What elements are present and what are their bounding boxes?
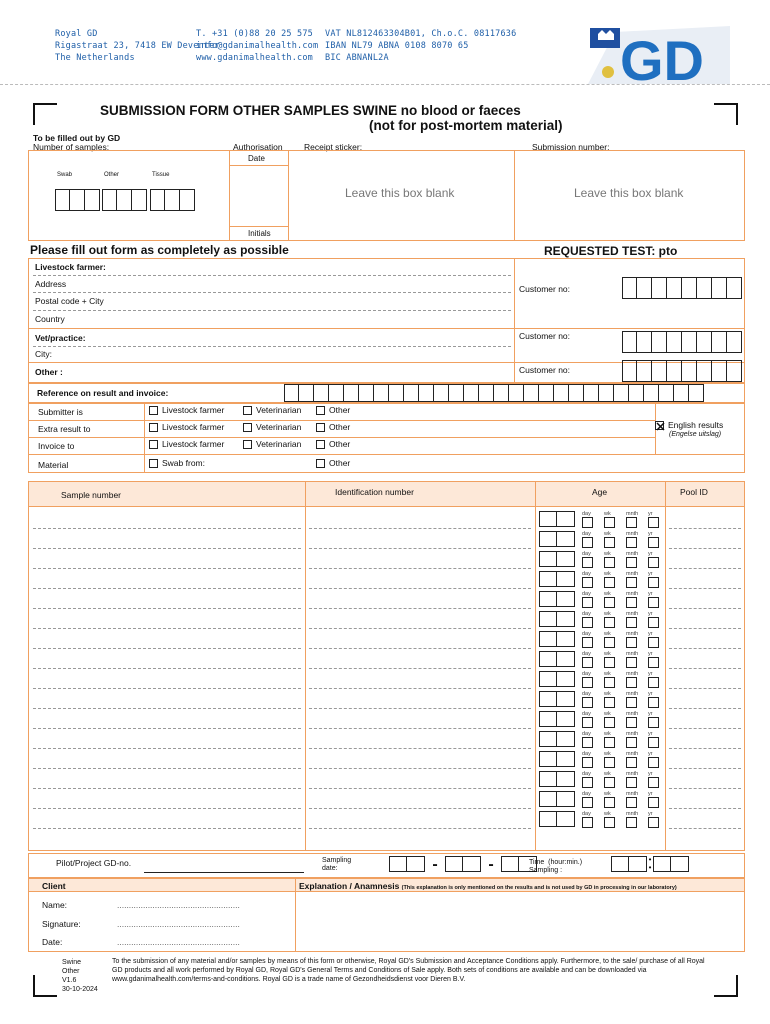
swab-from-label: Swab from: xyxy=(162,458,205,468)
age-unit-checkbox[interactable] xyxy=(626,817,637,828)
sample-row xyxy=(29,590,744,610)
age-value-cells[interactable] xyxy=(539,591,575,607)
age-unit-checkbox[interactable] xyxy=(604,677,615,688)
age-value-cells[interactable] xyxy=(539,711,575,727)
role-option[interactable] xyxy=(243,405,301,415)
header-line: www.gdanimalhealth.com xyxy=(196,53,313,63)
role-option-label: Veterinarian xyxy=(256,439,302,449)
sample-row xyxy=(29,650,744,670)
age-unit-label: yr xyxy=(648,631,653,637)
form-meta xyxy=(62,958,98,994)
gd-box xyxy=(28,150,745,241)
roles-box xyxy=(28,403,745,473)
sample-row xyxy=(29,730,744,750)
role-option[interactable] xyxy=(149,422,224,432)
header-line: BIC ABNANL2A xyxy=(325,53,389,63)
age-unit-label: day xyxy=(582,511,591,517)
role-checkbox[interactable] xyxy=(243,423,252,432)
age-unit-label: yr xyxy=(648,511,653,517)
age-unit-checkbox[interactable] xyxy=(582,637,593,648)
age-unit-checkbox[interactable] xyxy=(648,737,659,748)
reference-row xyxy=(28,383,745,403)
age-value-cells[interactable] xyxy=(539,571,575,587)
age-unit-label: wk xyxy=(604,711,611,717)
age-unit-label: wk xyxy=(604,591,611,597)
age-unit-checkbox[interactable] xyxy=(626,777,637,788)
age-unit-label: day xyxy=(582,751,591,757)
age-unit-checkbox[interactable] xyxy=(648,617,659,628)
age-unit-checkbox[interactable] xyxy=(626,637,637,648)
age-unit-checkbox[interactable] xyxy=(648,657,659,668)
english-results-label: English results xyxy=(668,420,724,430)
age-unit-checkbox[interactable] xyxy=(626,717,637,728)
farmer-postal-field[interactable]: Postal code + City xyxy=(35,296,104,306)
age-unit-checkbox[interactable] xyxy=(582,717,593,728)
material-other-label: Other xyxy=(329,458,351,468)
age-unit-checkbox[interactable] xyxy=(648,517,659,528)
vet-customer-no-cells[interactable] xyxy=(622,331,742,353)
age-unit-checkbox[interactable] xyxy=(626,517,637,528)
material-other-checkbox[interactable] xyxy=(316,459,325,468)
age-unit-label: mnth xyxy=(626,791,639,797)
age-unit-label: wk xyxy=(604,511,611,517)
age-unit-checkbox[interactable] xyxy=(648,757,659,768)
age-unit-label: yr xyxy=(648,751,653,757)
age-unit-checkbox[interactable] xyxy=(582,737,593,748)
age-unit-checkbox[interactable] xyxy=(626,757,637,768)
age-value-cells[interactable] xyxy=(539,731,575,747)
age-unit-checkbox[interactable] xyxy=(648,597,659,608)
col-age: Age xyxy=(592,487,608,497)
age-unit-label: wk xyxy=(604,651,611,657)
age-unit-checkbox[interactable] xyxy=(626,557,637,568)
gd-heading: To be filled out by GD xyxy=(33,133,121,143)
sampling-date-label: Sampling date: xyxy=(322,857,352,872)
age-unit-checkbox[interactable] xyxy=(604,517,615,528)
age-unit-checkbox[interactable] xyxy=(604,717,615,728)
age-value-cells[interactable] xyxy=(539,551,575,567)
role-row-label: Invoice to xyxy=(38,441,75,451)
age-unit-checkbox[interactable] xyxy=(582,557,593,568)
age-unit-checkbox[interactable] xyxy=(582,577,593,588)
role-option[interactable] xyxy=(316,422,350,432)
corner-bracket xyxy=(33,975,57,997)
meta-line: V1.6 xyxy=(62,977,77,984)
age-unit-checkbox[interactable] xyxy=(582,617,593,628)
age-unit-label: yr xyxy=(648,651,653,657)
age-unit-checkbox[interactable] xyxy=(648,677,659,688)
header-line: T. +31 (0)88 20 25 575 xyxy=(196,29,313,39)
sample-row xyxy=(29,610,744,630)
sample-row xyxy=(29,510,744,530)
role-checkbox[interactable] xyxy=(316,423,325,432)
role-option-label: Other xyxy=(329,405,351,415)
age-unit-label: day xyxy=(582,591,591,597)
age-unit-label: wk xyxy=(604,791,611,797)
client-title: Client xyxy=(42,881,66,891)
svg-text:GD: GD xyxy=(620,29,704,84)
role-option-label: Livestock farmer xyxy=(162,439,225,449)
age-unit-label: mnth xyxy=(626,511,639,517)
sample-row xyxy=(29,790,744,810)
age-unit-label: mnth xyxy=(626,531,639,537)
client-date-label: Date: xyxy=(42,937,63,947)
age-unit-label: yr xyxy=(648,731,653,737)
swab-label: Swab xyxy=(57,172,73,178)
date-label: Date xyxy=(248,154,265,163)
num-samples-label: Number of samples: xyxy=(33,142,110,152)
age-unit-label: wk xyxy=(604,531,611,537)
age-unit-label: wk xyxy=(604,731,611,737)
swab-count-cells[interactable] xyxy=(55,189,100,211)
reference-cells[interactable] xyxy=(284,384,704,402)
age-unit-label: mnth xyxy=(626,551,639,557)
initials-label: Initials xyxy=(248,229,271,238)
age-unit-checkbox[interactable] xyxy=(626,537,637,548)
age-unit-label: day xyxy=(582,651,591,657)
age-unit-label: yr xyxy=(648,591,653,597)
swab-from-option[interactable] xyxy=(149,458,205,468)
age-unit-checkbox[interactable] xyxy=(604,577,615,588)
age-unit-label: mnth xyxy=(626,591,639,597)
age-unit-label: wk xyxy=(604,611,611,617)
pilot-label: Pilot/Project GD-no. xyxy=(56,858,132,868)
age-unit-label: yr xyxy=(648,771,653,777)
age-unit-checkbox[interactable] xyxy=(582,777,593,788)
age-unit-label: day xyxy=(582,691,591,697)
sample-row xyxy=(29,810,744,830)
farmer-customer-no-cells[interactable] xyxy=(622,277,742,299)
age-unit-label: mnth xyxy=(626,711,639,717)
engelse-uitslag: (Engelse uitslag) xyxy=(669,431,722,438)
age-value-cells[interactable] xyxy=(539,611,575,627)
reference-label: Reference on result and invoice: xyxy=(37,388,169,398)
corner-bracket xyxy=(714,975,738,997)
age-unit-checkbox[interactable] xyxy=(648,557,659,568)
age-unit-checkbox[interactable] xyxy=(626,697,637,708)
role-option-label: Other xyxy=(329,439,351,449)
english-results-option[interactable] xyxy=(655,420,723,430)
age-unit-checkbox[interactable] xyxy=(626,677,637,688)
age-unit-label: mnth xyxy=(626,571,639,577)
age-unit-checkbox[interactable] xyxy=(604,557,615,568)
role-checkbox[interactable] xyxy=(149,423,158,432)
age-unit-label: day xyxy=(582,671,591,677)
age-value-cells[interactable] xyxy=(539,791,575,807)
age-unit-checkbox[interactable] xyxy=(604,637,615,648)
col-identification: Identification number xyxy=(335,487,414,497)
header-line: info@gdanimalhealth.com xyxy=(196,41,319,51)
age-unit-label: day xyxy=(582,771,591,777)
fill-heading: Please fill out form as completely as possible xyxy=(30,243,289,257)
header-line: Royal GD xyxy=(55,29,98,39)
sample-row xyxy=(29,710,744,730)
receipt-sticker-label: Receipt sticker: xyxy=(304,142,363,152)
age-value-cells[interactable] xyxy=(539,531,575,547)
age-unit-label: wk xyxy=(604,671,611,677)
sample-row xyxy=(29,690,744,710)
age-unit-checkbox[interactable] xyxy=(604,817,615,828)
role-checkbox[interactable] xyxy=(316,440,325,449)
contact-block xyxy=(196,28,318,64)
age-unit-label: yr xyxy=(648,811,653,817)
age-unit-label: mnth xyxy=(626,771,639,777)
age-unit-label: yr xyxy=(648,611,653,617)
header-line: Rigastraat 23, 7418 EW Deventer xyxy=(55,41,220,51)
col-pool-id: Pool ID xyxy=(680,487,708,497)
material-label: Material xyxy=(38,460,69,470)
age-unit-checkbox[interactable] xyxy=(648,797,659,808)
age-unit-label: mnth xyxy=(626,751,639,757)
meta-line: Swine xyxy=(62,959,82,966)
client-box xyxy=(28,878,745,952)
role-checkbox[interactable] xyxy=(243,406,252,415)
material-other-option[interactable] xyxy=(316,458,350,468)
receipt-blank-text: Leave this box blank xyxy=(345,186,455,200)
sample-row xyxy=(29,570,744,590)
age-value-cells[interactable] xyxy=(539,631,575,647)
age-unit-checkbox[interactable] xyxy=(648,777,659,788)
age-unit-label: mnth xyxy=(626,731,639,737)
form-subtitle: (not for post-mortem material) xyxy=(369,118,563,133)
age-unit-label: wk xyxy=(604,571,611,577)
sample-row xyxy=(29,630,744,650)
farmer-address-field[interactable]: Address xyxy=(35,279,67,289)
pilot-row xyxy=(28,853,745,878)
sampling-time-label: Time (hour:min.) Sampling : xyxy=(529,859,583,874)
requested-test: REQUESTED TEST: pto xyxy=(544,244,678,258)
gd-logo xyxy=(580,22,730,84)
client-name-field[interactable]: .................................................... xyxy=(117,900,240,910)
age-unit-label: wk xyxy=(604,551,611,557)
age-unit-checkbox[interactable] xyxy=(582,757,593,768)
header-line: The Netherlands xyxy=(55,53,135,63)
age-unit-label: day xyxy=(582,611,591,617)
age-unit-label: wk xyxy=(604,811,611,817)
age-unit-label: mnth xyxy=(626,671,639,677)
age-unit-checkbox[interactable] xyxy=(582,597,593,608)
farmer-title: Livestock farmer: xyxy=(35,262,106,272)
age-unit-checkbox[interactable] xyxy=(626,797,637,808)
col-sample-number: Sample number xyxy=(61,490,122,500)
age-unit-checkbox[interactable] xyxy=(626,597,637,608)
age-unit-checkbox[interactable] xyxy=(626,577,637,588)
age-unit-label: day xyxy=(582,711,591,717)
terms-text: To the submission of any material and/or samples by means of this form or otherwise, Royal GD's Submission and Acceptance Conditions apply. Furthermore, to the sale/ purchase of all Royal GD products and all work performed by Royal GD, Royal GD's General Terms and Conditions of Sale apply. Both sets of conditions are available and can be downloaded via www.gdanimalhealth.com/terms-and-conditions. Royal GD is a trade name of Gezondheidsdienst voor Dieren B.V. xyxy=(112,958,705,983)
age-unit-checkbox[interactable] xyxy=(626,657,637,668)
age-value-cells[interactable] xyxy=(539,671,575,687)
other-customer-no-cells[interactable] xyxy=(622,360,742,382)
role-checkbox[interactable] xyxy=(316,406,325,415)
farmer-customer-no-label: Customer no: xyxy=(519,284,571,294)
age-unit-label: day xyxy=(582,811,591,817)
age-unit-checkbox[interactable] xyxy=(604,657,615,668)
age-unit-checkbox[interactable] xyxy=(648,717,659,728)
corner-bracket xyxy=(33,103,57,125)
age-unit-label: day xyxy=(582,531,591,537)
header-line: IBAN NL79 ABNA 0108 8070 65 xyxy=(325,41,469,51)
role-checkbox[interactable] xyxy=(149,406,158,415)
age-unit-label: yr xyxy=(648,671,653,677)
authorisation-label: Authorisation xyxy=(233,142,283,152)
client-signature-label: Signature: xyxy=(42,919,81,929)
explanation-note: (This explanation is only mentioned on the results and is not used by GD in processing in our laboratory) xyxy=(401,885,677,891)
role-option[interactable] xyxy=(243,439,301,449)
age-unit-checkbox[interactable] xyxy=(648,697,659,708)
sample-row xyxy=(29,530,744,550)
age-unit-label: wk xyxy=(604,771,611,777)
client-date-field[interactable]: .................................................... xyxy=(117,937,240,947)
pilot-input-line[interactable] xyxy=(144,872,304,873)
meta-line: Other xyxy=(62,968,80,975)
submission-blank-text: Leave this box blank xyxy=(574,186,684,200)
age-unit-checkbox[interactable] xyxy=(604,617,615,628)
role-option[interactable] xyxy=(149,405,224,415)
age-unit-label: yr xyxy=(648,551,653,557)
age-value-cells[interactable] xyxy=(539,651,575,667)
age-unit-label: day xyxy=(582,791,591,797)
age-unit-checkbox[interactable] xyxy=(582,517,593,528)
role-checkbox[interactable] xyxy=(149,440,158,449)
age-unit-checkbox[interactable] xyxy=(604,597,615,608)
age-value-cells[interactable] xyxy=(539,811,575,827)
role-checkbox[interactable] xyxy=(243,440,252,449)
tissue-count-cells[interactable] xyxy=(150,189,195,211)
farmer-country-field[interactable]: Country xyxy=(35,314,65,324)
sample-row xyxy=(29,770,744,790)
explanation-title-row xyxy=(299,881,677,891)
age-unit-label: wk xyxy=(604,751,611,757)
age-unit-checkbox[interactable] xyxy=(626,617,637,628)
age-unit-checkbox[interactable] xyxy=(604,737,615,748)
bank-block xyxy=(325,28,516,64)
vet-city-field[interactable]: City: xyxy=(35,349,52,359)
age-unit-label: yr xyxy=(648,791,653,797)
age-unit-checkbox[interactable] xyxy=(648,637,659,648)
age-unit-checkbox[interactable] xyxy=(604,797,615,808)
client-signature-field[interactable]: .................................................... xyxy=(117,919,240,929)
role-option-label: Veterinarian xyxy=(256,405,302,415)
client-name-label: Name: xyxy=(42,900,68,910)
role-option-label: Other xyxy=(329,422,351,432)
swab-from-checkbox[interactable] xyxy=(149,459,158,468)
age-unit-label: day xyxy=(582,551,591,557)
role-option[interactable] xyxy=(243,422,301,432)
age-unit-checkbox[interactable] xyxy=(582,657,593,668)
sample-row xyxy=(29,670,744,690)
age-value-cells[interactable] xyxy=(539,511,575,527)
age-unit-label: mnth xyxy=(626,811,639,817)
header-line: VAT NL812463304B01, Ch.o.C. 08117636 xyxy=(325,29,517,39)
vet-customer-no-label: Customer no: xyxy=(519,331,571,341)
age-unit-checkbox[interactable] xyxy=(648,577,659,588)
age-unit-label: day xyxy=(582,731,591,737)
meta-line: 30-10-2024 xyxy=(62,986,98,993)
age-unit-checkbox[interactable] xyxy=(582,677,593,688)
age-unit-checkbox[interactable] xyxy=(582,817,593,828)
age-unit-checkbox[interactable] xyxy=(604,777,615,788)
age-unit-checkbox[interactable] xyxy=(582,697,593,708)
role-option-label: Livestock farmer xyxy=(162,422,225,432)
role-option[interactable] xyxy=(316,439,350,449)
age-unit-checkbox[interactable] xyxy=(648,817,659,828)
vet-title: Vet/practice: xyxy=(35,333,86,343)
corner-bracket xyxy=(714,103,738,125)
age-unit-checkbox[interactable] xyxy=(582,537,593,548)
age-unit-label: yr xyxy=(648,571,653,577)
age-unit-label: yr xyxy=(648,711,653,717)
age-unit-checkbox[interactable] xyxy=(604,537,615,548)
age-unit-checkbox[interactable] xyxy=(604,757,615,768)
age-unit-label: mnth xyxy=(626,611,639,617)
submission-number-label: Submission number: xyxy=(532,142,610,152)
explanation-title: Explanation / Anamnesis xyxy=(299,881,400,891)
age-unit-label: day xyxy=(582,571,591,577)
age-value-cells[interactable] xyxy=(539,691,575,707)
age-unit-label: yr xyxy=(648,531,653,537)
english-results-checkbox[interactable] xyxy=(655,421,664,430)
age-unit-label: yr xyxy=(648,691,653,697)
sampling-time-cells[interactable]: • • xyxy=(611,856,689,872)
role-option[interactable] xyxy=(149,439,224,449)
role-option-label: Livestock farmer xyxy=(162,405,225,415)
age-value-cells[interactable] xyxy=(539,771,575,787)
other-customer-no-label: Customer no: xyxy=(519,365,571,375)
age-unit-label: mnth xyxy=(626,691,639,697)
age-unit-checkbox[interactable] xyxy=(626,737,637,748)
other-party-title: Other : xyxy=(35,367,63,377)
age-unit-label: day xyxy=(582,631,591,637)
age-unit-checkbox[interactable] xyxy=(604,697,615,708)
age-value-cells[interactable] xyxy=(539,751,575,767)
age-unit-label: mnth xyxy=(626,651,639,657)
sampling-date-cells[interactable]: - - xyxy=(389,856,537,874)
sample-row xyxy=(29,750,744,770)
role-option[interactable] xyxy=(316,405,350,415)
parties-box xyxy=(28,258,745,383)
age-unit-label: wk xyxy=(604,691,611,697)
age-unit-label: mnth xyxy=(626,631,639,637)
age-unit-label: wk xyxy=(604,631,611,637)
other-count-cells[interactable] xyxy=(102,189,147,211)
role-option-label: Veterinarian xyxy=(256,422,302,432)
other-label: Other xyxy=(104,172,120,178)
age-unit-checkbox[interactable] xyxy=(648,537,659,548)
sample-table xyxy=(28,481,745,851)
tissue-label: Tissue xyxy=(152,172,170,178)
role-row-label: Extra result to xyxy=(38,424,91,434)
header-separator xyxy=(0,84,770,85)
age-unit-checkbox[interactable] xyxy=(582,797,593,808)
role-row-label: Submitter is xyxy=(38,407,83,417)
sample-row xyxy=(29,550,744,570)
form-title: SUBMISSION FORM OTHER SAMPLES SWINE no blood or faeces xyxy=(100,103,521,118)
